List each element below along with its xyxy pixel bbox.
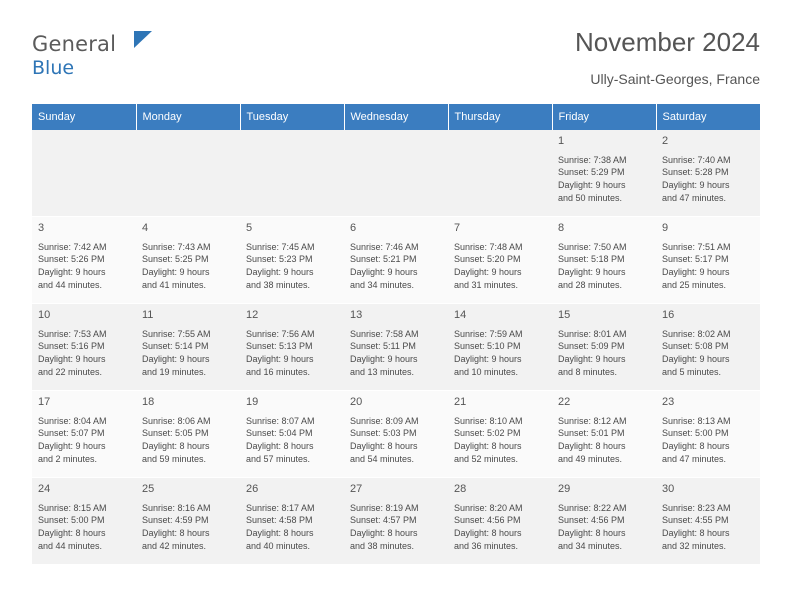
day-daylight2-text: and 47 minutes. (662, 453, 727, 464)
day-daylight2-text: and 44 minutes. (38, 540, 103, 551)
calendar-week-row (32, 304, 760, 391)
day-daylight2-text: and 57 minutes. (246, 453, 311, 464)
day-number: 7 (454, 222, 461, 234)
day-sunset-text: Sunset: 5:08 PM (662, 341, 729, 352)
day-number: 1 (558, 135, 565, 147)
day-daylight2-text: and 38 minutes. (350, 540, 415, 551)
day-daylight1-text: Daylight: 8 hours (558, 528, 626, 539)
calendar-day-cell (552, 130, 656, 217)
day-sun-info (142, 502, 234, 553)
day-daylight1-text: Daylight: 8 hours (662, 528, 730, 539)
day-sunrise-text: Sunrise: 7:51 AM (662, 241, 731, 252)
day-sunset-text: Sunset: 5:04 PM (246, 428, 313, 439)
day-daylight2-text: and 52 minutes. (454, 453, 519, 464)
day-sunrise-text: Sunrise: 7:38 AM (558, 154, 627, 165)
calendar-day-cell (656, 391, 760, 478)
day-daylight1-text: Daylight: 9 hours (662, 180, 730, 191)
calendar-day-cell (32, 478, 136, 565)
day-number: 30 (662, 483, 675, 495)
calendar-day-cell (656, 478, 760, 565)
weekday-header-wednesday: Wednesday (344, 104, 448, 130)
day-sun-info (350, 328, 442, 379)
day-daylight1-text: Daylight: 9 hours (558, 354, 626, 365)
day-daylight1-text: Daylight: 9 hours (350, 354, 418, 365)
calendar-day-cell (136, 391, 240, 478)
day-daylight1-text: Daylight: 8 hours (662, 441, 730, 452)
calendar-day-cell (344, 304, 448, 391)
calendar-cell-empty (32, 130, 136, 217)
day-number: 29 (558, 483, 571, 495)
day-daylight2-text: and 16 minutes. (246, 366, 311, 377)
day-number: 16 (662, 309, 675, 321)
day-sunrise-text: Sunrise: 8:15 AM (38, 502, 107, 513)
day-sunset-text: Sunset: 5:13 PM (246, 341, 313, 352)
calendar-day-cell (136, 217, 240, 304)
day-daylight1-text: Daylight: 9 hours (142, 354, 210, 365)
day-sunrise-text: Sunrise: 8:12 AM (558, 415, 627, 426)
day-sunrise-text: Sunrise: 8:19 AM (350, 502, 419, 513)
day-sun-info (350, 415, 442, 466)
day-daylight1-text: Daylight: 9 hours (38, 441, 106, 452)
day-sunrise-text: Sunrise: 8:13 AM (662, 415, 731, 426)
day-number: 11 (142, 309, 154, 321)
day-sun-info (454, 328, 546, 379)
calendar-day-cell (448, 478, 552, 565)
day-sunset-text: Sunset: 5:29 PM (558, 167, 625, 178)
day-sunset-text: Sunset: 5:16 PM (38, 341, 105, 352)
day-sunrise-text: Sunrise: 7:48 AM (454, 241, 523, 252)
day-sunrise-text: Sunrise: 8:22 AM (558, 502, 627, 513)
calendar-day-cell (656, 304, 760, 391)
day-number: 27 (350, 483, 363, 495)
calendar-day-cell (344, 217, 448, 304)
day-daylight1-text: Daylight: 9 hours (558, 180, 626, 191)
day-sun-info (246, 502, 338, 553)
day-sun-info (246, 415, 338, 466)
calendar-day-cell (552, 478, 656, 565)
day-daylight2-text: and 22 minutes. (38, 366, 103, 377)
day-daylight2-text: and 8 minutes. (558, 366, 618, 377)
day-daylight2-text: and 25 minutes. (662, 279, 727, 290)
day-number: 20 (350, 396, 363, 408)
calendar-body (32, 130, 760, 565)
logo-blue-text: Blue (32, 57, 75, 79)
day-number: 19 (246, 396, 259, 408)
calendar-week-row (32, 130, 760, 217)
calendar-day-cell (240, 217, 344, 304)
day-sun-info (350, 502, 442, 553)
day-daylight2-text: and 59 minutes. (142, 453, 207, 464)
calendar-day-cell (32, 217, 136, 304)
day-sunset-text: Sunset: 5:09 PM (558, 341, 625, 352)
day-sunset-text: Sunset: 4:58 PM (246, 515, 313, 526)
day-daylight1-text: Daylight: 9 hours (38, 267, 106, 278)
weekday-header-thursday: Thursday (448, 104, 552, 130)
day-sun-info (558, 241, 650, 292)
calendar-week-row (32, 478, 760, 565)
day-sunset-text: Sunset: 4:56 PM (454, 515, 521, 526)
day-daylight2-text: and 32 minutes. (662, 540, 727, 551)
day-sunset-text: Sunset: 5:21 PM (350, 254, 417, 265)
page-title: November 2024 (575, 27, 760, 57)
page-header (32, 28, 760, 90)
calendar-day-cell (552, 304, 656, 391)
day-daylight2-text: and 36 minutes. (454, 540, 519, 551)
day-daylight2-text: and 41 minutes. (142, 279, 207, 290)
day-number: 15 (558, 309, 571, 321)
day-sun-info (662, 154, 754, 205)
day-sun-info (38, 415, 130, 466)
day-sunset-text: Sunset: 5:18 PM (558, 254, 625, 265)
day-sunrise-text: Sunrise: 8:17 AM (246, 502, 315, 513)
day-sunrise-text: Sunrise: 8:07 AM (246, 415, 315, 426)
day-sun-info (558, 328, 650, 379)
day-daylight1-text: Daylight: 9 hours (662, 267, 730, 278)
calendar-day-cell (656, 217, 760, 304)
day-daylight2-text: and 42 minutes. (142, 540, 207, 551)
day-sunrise-text: Sunrise: 7:55 AM (142, 328, 211, 339)
calendar-day-cell (344, 391, 448, 478)
calendar-cell-empty (448, 130, 552, 217)
day-number: 23 (662, 396, 675, 408)
day-sunset-text: Sunset: 5:03 PM (350, 428, 417, 439)
day-daylight2-text: and 44 minutes. (38, 279, 103, 290)
calendar-day-cell (136, 478, 240, 565)
logo (32, 28, 172, 78)
weekday-header-tuesday: Tuesday (240, 104, 344, 130)
day-number: 5 (246, 222, 253, 234)
weekday-header-sunday: Sunday (32, 104, 136, 130)
day-sunrise-text: Sunrise: 7:58 AM (350, 328, 419, 339)
day-sunset-text: Sunset: 5:00 PM (38, 515, 105, 526)
day-daylight2-text: and 34 minutes. (350, 279, 415, 290)
day-sun-info (246, 328, 338, 379)
day-sunrise-text: Sunrise: 7:42 AM (38, 241, 107, 252)
day-sun-info (454, 502, 546, 553)
day-sunset-text: Sunset: 5:07 PM (38, 428, 105, 439)
title-block (172, 28, 760, 87)
day-sunrise-text: Sunrise: 8:09 AM (350, 415, 419, 426)
day-sun-info (142, 415, 234, 466)
day-daylight1-text: Daylight: 9 hours (246, 354, 314, 365)
day-daylight1-text: Daylight: 8 hours (454, 441, 522, 452)
day-daylight2-text: and 10 minutes. (454, 366, 519, 377)
day-sunset-text: Sunset: 4:56 PM (558, 515, 625, 526)
day-number: 22 (558, 396, 571, 408)
day-sunset-text: Sunset: 4:57 PM (350, 515, 417, 526)
day-sunset-text: Sunset: 5:14 PM (142, 341, 209, 352)
day-sunset-text: Sunset: 4:59 PM (142, 515, 209, 526)
day-sun-info (38, 502, 130, 553)
day-sunrise-text: Sunrise: 7:45 AM (246, 241, 315, 252)
calendar-day-cell (448, 217, 552, 304)
day-sun-info (558, 154, 650, 205)
calendar-day-cell (344, 478, 448, 565)
calendar-day-cell (240, 304, 344, 391)
day-number: 6 (350, 222, 357, 234)
day-sun-info (558, 502, 650, 553)
day-daylight1-text: Daylight: 8 hours (246, 441, 314, 452)
day-sun-info (142, 241, 234, 292)
triangle-flag-icon (134, 31, 152, 48)
day-number: 26 (246, 483, 259, 495)
day-sunset-text: Sunset: 5:17 PM (662, 254, 729, 265)
day-sunrise-text: Sunrise: 8:20 AM (454, 502, 523, 513)
day-sunrise-text: Sunrise: 8:01 AM (558, 328, 627, 339)
day-daylight1-text: Daylight: 8 hours (38, 528, 106, 539)
weekday-header-row (32, 104, 760, 130)
day-number: 14 (454, 309, 467, 321)
weekday-header-monday: Monday (136, 104, 240, 130)
day-daylight1-text: Daylight: 8 hours (142, 528, 210, 539)
calendar-week-row (32, 391, 760, 478)
calendar-day-cell (656, 130, 760, 217)
day-sun-info (454, 241, 546, 292)
day-sunset-text: Sunset: 5:25 PM (142, 254, 209, 265)
day-daylight2-text: and 5 minutes. (662, 366, 722, 377)
day-daylight1-text: Daylight: 9 hours (454, 354, 522, 365)
day-daylight2-text: and 40 minutes. (246, 540, 311, 551)
day-sunset-text: Sunset: 5:05 PM (142, 428, 209, 439)
weekday-header-friday: Friday (552, 104, 656, 130)
day-number: 8 (558, 222, 565, 234)
day-number: 4 (142, 222, 149, 234)
day-sun-info (662, 241, 754, 292)
day-daylight1-text: Daylight: 9 hours (142, 267, 210, 278)
day-sunset-text: Sunset: 5:10 PM (454, 341, 521, 352)
day-daylight2-text: and 47 minutes. (662, 192, 727, 203)
day-number: 18 (142, 396, 155, 408)
day-sun-info (662, 415, 754, 466)
calendar-day-cell (240, 478, 344, 565)
day-number: 2 (662, 135, 669, 147)
day-sunrise-text: Sunrise: 8:06 AM (142, 415, 211, 426)
day-daylight1-text: Daylight: 9 hours (558, 267, 626, 278)
day-sun-info (454, 415, 546, 466)
day-sunset-text: Sunset: 5:11 PM (350, 341, 416, 352)
calendar-day-cell (32, 304, 136, 391)
day-sunset-text: Sunset: 5:20 PM (454, 254, 521, 265)
day-sunset-text: Sunset: 4:55 PM (662, 515, 729, 526)
day-sunrise-text: Sunrise: 8:10 AM (454, 415, 523, 426)
day-daylight1-text: Daylight: 8 hours (246, 528, 314, 539)
day-daylight1-text: Daylight: 9 hours (350, 267, 418, 278)
calendar-day-cell (552, 391, 656, 478)
day-number: 28 (454, 483, 467, 495)
calendar-day-cell (448, 304, 552, 391)
day-sunrise-text: Sunrise: 8:16 AM (142, 502, 211, 513)
day-daylight2-text: and 28 minutes. (558, 279, 623, 290)
calendar-day-cell (32, 391, 136, 478)
day-number: 12 (246, 309, 259, 321)
day-daylight2-text: and 54 minutes. (350, 453, 415, 464)
day-sunrise-text: Sunrise: 8:23 AM (662, 502, 731, 513)
calendar-day-cell (136, 304, 240, 391)
day-sunrise-text: Sunrise: 7:59 AM (454, 328, 523, 339)
day-daylight1-text: Daylight: 9 hours (38, 354, 106, 365)
day-sunrise-text: Sunrise: 8:02 AM (662, 328, 731, 339)
day-sun-info (662, 502, 754, 553)
day-daylight1-text: Daylight: 8 hours (142, 441, 210, 452)
day-sunset-text: Sunset: 5:00 PM (662, 428, 729, 439)
calendar-table (32, 104, 760, 565)
day-daylight2-text: and 2 minutes. (38, 453, 98, 464)
calendar-day-cell (448, 391, 552, 478)
day-daylight1-text: Daylight: 8 hours (454, 528, 522, 539)
logo-general-text: General (32, 32, 117, 56)
day-sunrise-text: Sunrise: 7:40 AM (662, 154, 731, 165)
day-number: 13 (350, 309, 363, 321)
calendar-cell-empty (240, 130, 344, 217)
day-daylight1-text: Daylight: 9 hours (454, 267, 522, 278)
calendar-day-cell (240, 391, 344, 478)
day-daylight1-text: Daylight: 8 hours (350, 528, 418, 539)
day-sunrise-text: Sunrise: 7:56 AM (246, 328, 315, 339)
page-subtitle: Ully-Saint-Georges, France (590, 70, 760, 87)
day-daylight2-text: and 34 minutes. (558, 540, 623, 551)
day-number: 21 (454, 396, 467, 408)
day-daylight2-text: and 31 minutes. (454, 279, 519, 290)
day-daylight1-text: Daylight: 8 hours (558, 441, 626, 452)
day-sun-info (38, 241, 130, 292)
day-daylight2-text: and 50 minutes. (558, 192, 623, 203)
day-sun-info (558, 415, 650, 466)
day-sunrise-text: Sunrise: 7:43 AM (142, 241, 211, 252)
day-daylight1-text: Daylight: 9 hours (662, 354, 730, 365)
day-number: 10 (38, 309, 51, 321)
calendar-week-row (32, 217, 760, 304)
day-sunrise-text: Sunrise: 8:04 AM (38, 415, 107, 426)
calendar-day-cell (552, 217, 656, 304)
day-sunrise-text: Sunrise: 7:46 AM (350, 241, 419, 252)
day-daylight2-text: and 38 minutes. (246, 279, 311, 290)
calendar-cell-empty (136, 130, 240, 217)
day-daylight2-text: and 49 minutes. (558, 453, 623, 464)
day-sun-info (662, 328, 754, 379)
day-sunset-text: Sunset: 5:02 PM (454, 428, 521, 439)
day-sunset-text: Sunset: 5:23 PM (246, 254, 313, 265)
day-sun-info (246, 241, 338, 292)
day-number: 24 (38, 483, 51, 495)
day-daylight2-text: and 19 minutes. (142, 366, 207, 377)
day-daylight2-text: and 13 minutes. (350, 366, 415, 377)
day-daylight1-text: Daylight: 9 hours (246, 267, 314, 278)
day-number: 17 (38, 396, 51, 408)
day-sun-info (38, 328, 130, 379)
day-number: 25 (142, 483, 155, 495)
calendar-cell-empty (344, 130, 448, 217)
day-sunset-text: Sunset: 5:28 PM (662, 167, 729, 178)
day-sunrise-text: Sunrise: 7:53 AM (38, 328, 107, 339)
weekday-header-saturday: Saturday (656, 104, 760, 130)
day-number: 9 (662, 222, 669, 234)
day-sun-info (142, 328, 234, 379)
day-sun-info (350, 241, 442, 292)
day-sunset-text: Sunset: 5:26 PM (38, 254, 105, 265)
day-sunset-text: Sunset: 5:01 PM (558, 428, 625, 439)
day-sunrise-text: Sunrise: 7:50 AM (558, 241, 627, 252)
day-number: 3 (38, 222, 45, 234)
day-daylight1-text: Daylight: 8 hours (350, 441, 418, 452)
